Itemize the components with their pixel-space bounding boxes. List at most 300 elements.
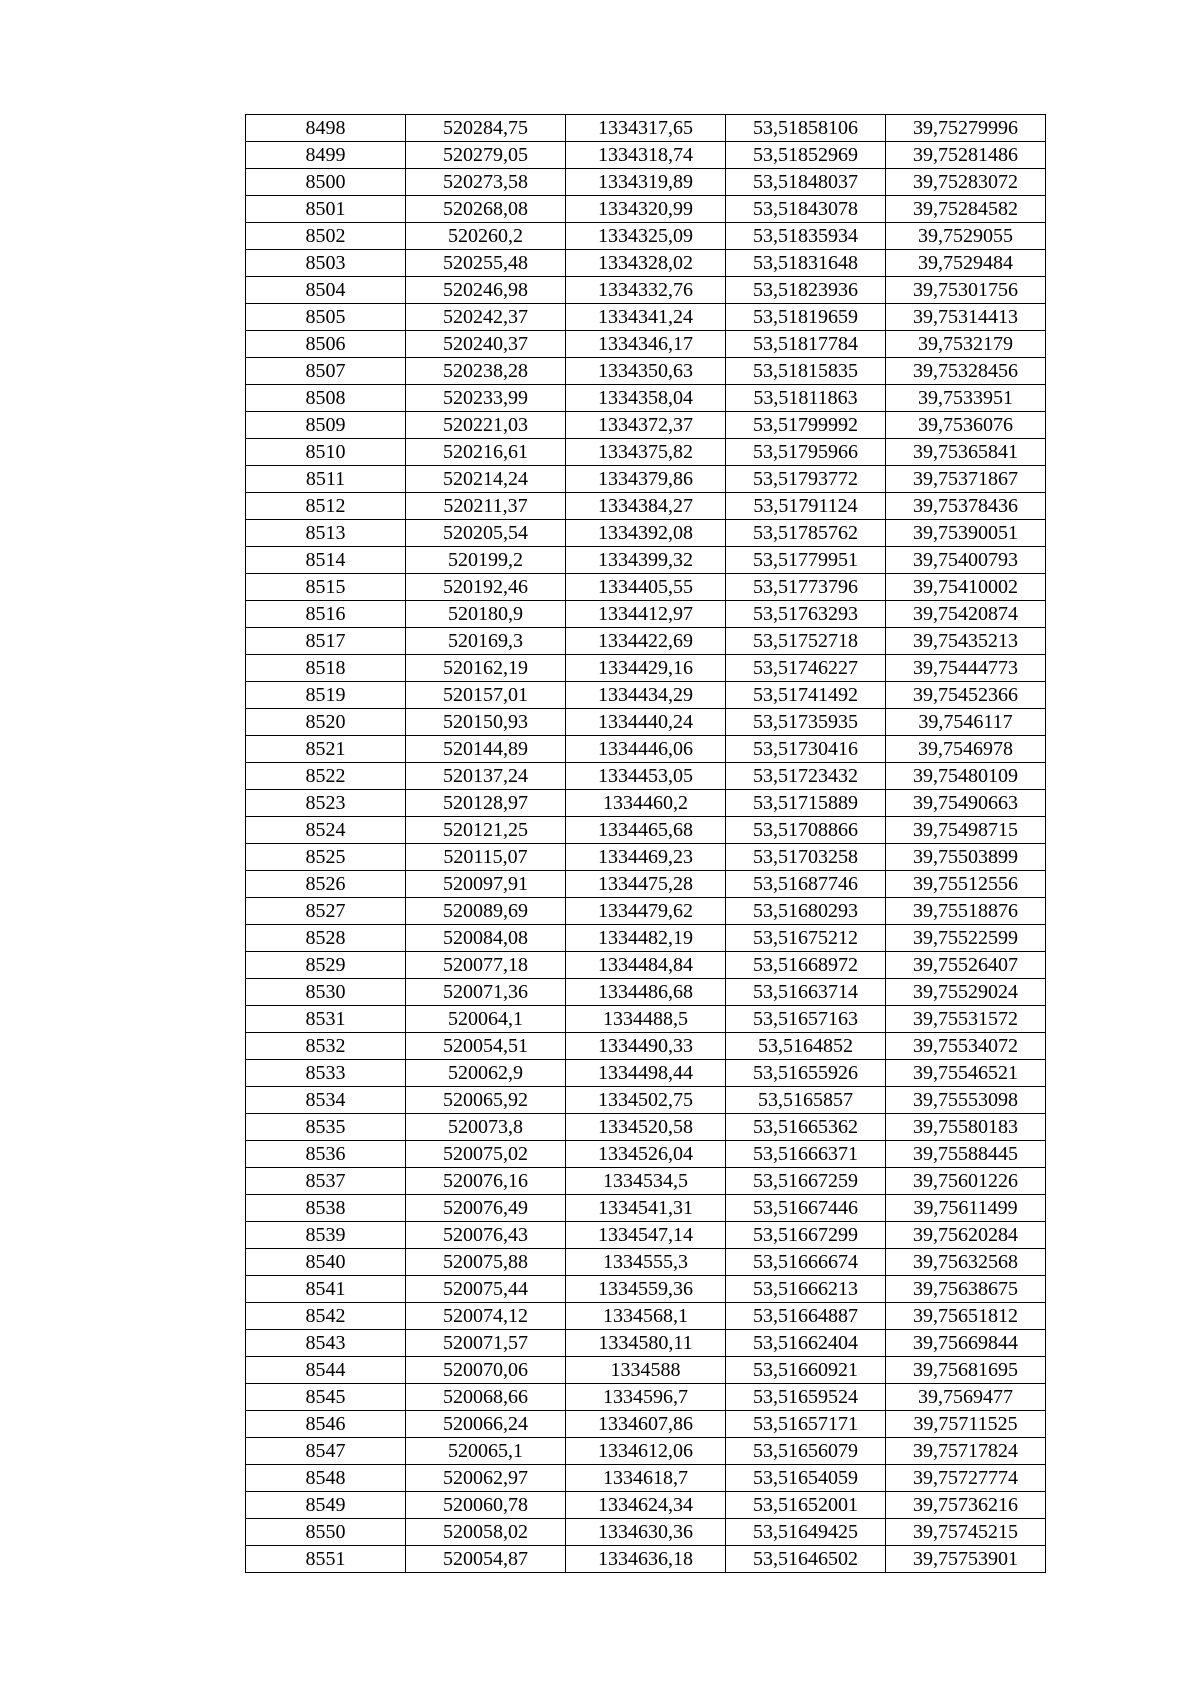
point-number-cell: 8545 bbox=[246, 1384, 406, 1411]
y-coordinate-cell: 1334429,16 bbox=[566, 655, 726, 682]
table-row bbox=[246, 1519, 1046, 1546]
longitude-cell: 39,7546117 bbox=[886, 709, 1046, 736]
latitude-cell: 53,51746227 bbox=[726, 655, 886, 682]
point-number-cell: 8550 bbox=[246, 1519, 406, 1546]
point-number-cell: 8500 bbox=[246, 169, 406, 196]
x-coordinate-cell: 520216,61 bbox=[406, 439, 566, 466]
x-coordinate-cell: 520238,28 bbox=[406, 358, 566, 385]
longitude-cell: 39,75711525 bbox=[886, 1411, 1046, 1438]
table-row bbox=[246, 466, 1046, 493]
point-number-cell: 8521 bbox=[246, 736, 406, 763]
point-number-cell: 8541 bbox=[246, 1276, 406, 1303]
latitude-cell: 53,51668972 bbox=[726, 952, 886, 979]
point-number-cell: 8525 bbox=[246, 844, 406, 871]
coordinates-table bbox=[245, 114, 1046, 1573]
latitude-cell: 53,5165857 bbox=[726, 1087, 886, 1114]
x-coordinate-cell: 520221,03 bbox=[406, 412, 566, 439]
x-coordinate-cell: 520240,37 bbox=[406, 331, 566, 358]
y-coordinate-cell: 1334440,24 bbox=[566, 709, 726, 736]
table-row bbox=[246, 385, 1046, 412]
y-coordinate-cell: 1334372,37 bbox=[566, 412, 726, 439]
latitude-cell: 53,51663714 bbox=[726, 979, 886, 1006]
table-row bbox=[246, 655, 1046, 682]
y-coordinate-cell: 1334490,33 bbox=[566, 1033, 726, 1060]
y-coordinate-cell: 1334399,32 bbox=[566, 547, 726, 574]
x-coordinate-cell: 520075,44 bbox=[406, 1276, 566, 1303]
table-row bbox=[246, 250, 1046, 277]
x-coordinate-cell: 520097,91 bbox=[406, 871, 566, 898]
latitude-cell: 53,51656079 bbox=[726, 1438, 886, 1465]
table-row bbox=[246, 223, 1046, 250]
table-row bbox=[246, 952, 1046, 979]
table-row bbox=[246, 1465, 1046, 1492]
y-coordinate-cell: 1334541,31 bbox=[566, 1195, 726, 1222]
x-coordinate-cell: 520075,88 bbox=[406, 1249, 566, 1276]
y-coordinate-cell: 1334465,68 bbox=[566, 817, 726, 844]
point-number-cell: 8549 bbox=[246, 1492, 406, 1519]
point-number-cell: 8527 bbox=[246, 898, 406, 925]
latitude-cell: 53,51735935 bbox=[726, 709, 886, 736]
x-coordinate-cell: 520233,99 bbox=[406, 385, 566, 412]
y-coordinate-cell: 1334607,86 bbox=[566, 1411, 726, 1438]
point-number-cell: 8511 bbox=[246, 466, 406, 493]
longitude-cell: 39,75717824 bbox=[886, 1438, 1046, 1465]
latitude-cell: 53,51741492 bbox=[726, 682, 886, 709]
point-number-cell: 8534 bbox=[246, 1087, 406, 1114]
latitude-cell: 53,51666213 bbox=[726, 1276, 886, 1303]
x-coordinate-cell: 520199,2 bbox=[406, 547, 566, 574]
x-coordinate-cell: 520128,97 bbox=[406, 790, 566, 817]
longitude-cell: 39,75534072 bbox=[886, 1033, 1046, 1060]
x-coordinate-cell: 520071,36 bbox=[406, 979, 566, 1006]
table-row bbox=[246, 1384, 1046, 1411]
x-coordinate-cell: 520066,24 bbox=[406, 1411, 566, 1438]
table-row bbox=[246, 709, 1046, 736]
table-row bbox=[246, 277, 1046, 304]
point-number-cell: 8514 bbox=[246, 547, 406, 574]
latitude-cell: 53,51708866 bbox=[726, 817, 886, 844]
x-coordinate-cell: 520242,37 bbox=[406, 304, 566, 331]
longitude-cell: 39,7533951 bbox=[886, 385, 1046, 412]
latitude-cell: 53,51666371 bbox=[726, 1141, 886, 1168]
y-coordinate-cell: 1334434,29 bbox=[566, 682, 726, 709]
latitude-cell: 53,51779951 bbox=[726, 547, 886, 574]
y-coordinate-cell: 1334422,69 bbox=[566, 628, 726, 655]
latitude-cell: 53,51657171 bbox=[726, 1411, 886, 1438]
y-coordinate-cell: 1334328,02 bbox=[566, 250, 726, 277]
point-number-cell: 8523 bbox=[246, 790, 406, 817]
y-coordinate-cell: 1334618,7 bbox=[566, 1465, 726, 1492]
point-number-cell: 8535 bbox=[246, 1114, 406, 1141]
longitude-cell: 39,7536076 bbox=[886, 412, 1046, 439]
longitude-cell: 39,75526407 bbox=[886, 952, 1046, 979]
longitude-cell: 39,75727774 bbox=[886, 1465, 1046, 1492]
table-row bbox=[246, 1546, 1046, 1573]
table-row bbox=[246, 1303, 1046, 1330]
point-number-cell: 8540 bbox=[246, 1249, 406, 1276]
x-coordinate-cell: 520054,87 bbox=[406, 1546, 566, 1573]
point-number-cell: 8537 bbox=[246, 1168, 406, 1195]
longitude-cell: 39,75611499 bbox=[886, 1195, 1046, 1222]
longitude-cell: 39,75522599 bbox=[886, 925, 1046, 952]
point-number-cell: 8506 bbox=[246, 331, 406, 358]
latitude-cell: 53,51652001 bbox=[726, 1492, 886, 1519]
table-row bbox=[246, 196, 1046, 223]
point-number-cell: 8503 bbox=[246, 250, 406, 277]
y-coordinate-cell: 1334580,11 bbox=[566, 1330, 726, 1357]
point-number-cell: 8543 bbox=[246, 1330, 406, 1357]
y-coordinate-cell: 1334555,3 bbox=[566, 1249, 726, 1276]
x-coordinate-cell: 520192,46 bbox=[406, 574, 566, 601]
latitude-cell: 53,51703258 bbox=[726, 844, 886, 871]
table-row bbox=[246, 142, 1046, 169]
y-coordinate-cell: 1334332,76 bbox=[566, 277, 726, 304]
latitude-cell: 53,51667446 bbox=[726, 1195, 886, 1222]
table-row bbox=[246, 115, 1046, 142]
longitude-cell: 39,75281486 bbox=[886, 142, 1046, 169]
x-coordinate-cell: 520089,69 bbox=[406, 898, 566, 925]
longitude-cell: 39,75638675 bbox=[886, 1276, 1046, 1303]
longitude-cell: 39,75420874 bbox=[886, 601, 1046, 628]
table-row bbox=[246, 1087, 1046, 1114]
longitude-cell: 39,75669844 bbox=[886, 1330, 1046, 1357]
latitude-cell: 53,51831648 bbox=[726, 250, 886, 277]
y-coordinate-cell: 1334405,55 bbox=[566, 574, 726, 601]
y-coordinate-cell: 1334588 bbox=[566, 1357, 726, 1384]
point-number-cell: 8502 bbox=[246, 223, 406, 250]
table-row bbox=[246, 790, 1046, 817]
point-number-cell: 8536 bbox=[246, 1141, 406, 1168]
longitude-cell: 39,75314413 bbox=[886, 304, 1046, 331]
longitude-cell: 39,75480109 bbox=[886, 763, 1046, 790]
latitude-cell: 53,51848037 bbox=[726, 169, 886, 196]
table-row bbox=[246, 1006, 1046, 1033]
longitude-cell: 39,75452366 bbox=[886, 682, 1046, 709]
latitude-cell: 53,51665362 bbox=[726, 1114, 886, 1141]
x-coordinate-cell: 520076,16 bbox=[406, 1168, 566, 1195]
y-coordinate-cell: 1334350,63 bbox=[566, 358, 726, 385]
point-number-cell: 8515 bbox=[246, 574, 406, 601]
table-row bbox=[246, 817, 1046, 844]
longitude-cell: 39,75546521 bbox=[886, 1060, 1046, 1087]
table-row bbox=[246, 1168, 1046, 1195]
x-coordinate-cell: 520058,02 bbox=[406, 1519, 566, 1546]
y-coordinate-cell: 1334479,62 bbox=[566, 898, 726, 925]
longitude-cell: 39,75279996 bbox=[886, 115, 1046, 142]
longitude-cell: 39,75400793 bbox=[886, 547, 1046, 574]
table-row bbox=[246, 1060, 1046, 1087]
x-coordinate-cell: 520060,78 bbox=[406, 1492, 566, 1519]
point-number-cell: 8509 bbox=[246, 412, 406, 439]
latitude-cell: 53,51752718 bbox=[726, 628, 886, 655]
longitude-cell: 39,75632568 bbox=[886, 1249, 1046, 1276]
point-number-cell: 8505 bbox=[246, 304, 406, 331]
table-row bbox=[246, 601, 1046, 628]
x-coordinate-cell: 520144,89 bbox=[406, 736, 566, 763]
table-row bbox=[246, 628, 1046, 655]
longitude-cell: 39,75390051 bbox=[886, 520, 1046, 547]
point-number-cell: 8499 bbox=[246, 142, 406, 169]
longitude-cell: 39,75365841 bbox=[886, 439, 1046, 466]
y-coordinate-cell: 1334484,84 bbox=[566, 952, 726, 979]
y-coordinate-cell: 1334502,75 bbox=[566, 1087, 726, 1114]
y-coordinate-cell: 1334446,06 bbox=[566, 736, 726, 763]
longitude-cell: 39,7529484 bbox=[886, 250, 1046, 277]
table-row bbox=[246, 1330, 1046, 1357]
y-coordinate-cell: 1334488,5 bbox=[566, 1006, 726, 1033]
longitude-cell: 39,75745215 bbox=[886, 1519, 1046, 1546]
table-row bbox=[246, 169, 1046, 196]
point-number-cell: 8524 bbox=[246, 817, 406, 844]
longitude-cell: 39,7569477 bbox=[886, 1384, 1046, 1411]
point-number-cell: 8501 bbox=[246, 196, 406, 223]
x-coordinate-cell: 520273,58 bbox=[406, 169, 566, 196]
table-row bbox=[246, 493, 1046, 520]
y-coordinate-cell: 1334320,99 bbox=[566, 196, 726, 223]
table-row bbox=[246, 844, 1046, 871]
longitude-cell: 39,75553098 bbox=[886, 1087, 1046, 1114]
coordinates-table-body bbox=[246, 115, 1046, 1573]
latitude-cell: 53,51730416 bbox=[726, 736, 886, 763]
latitude-cell: 53,51687746 bbox=[726, 871, 886, 898]
latitude-cell: 53,51791124 bbox=[726, 493, 886, 520]
table-row bbox=[246, 1492, 1046, 1519]
longitude-cell: 39,75328456 bbox=[886, 358, 1046, 385]
y-coordinate-cell: 1334498,44 bbox=[566, 1060, 726, 1087]
latitude-cell: 53,51799992 bbox=[726, 412, 886, 439]
longitude-cell: 39,75588445 bbox=[886, 1141, 1046, 1168]
latitude-cell: 53,51667299 bbox=[726, 1222, 886, 1249]
y-coordinate-cell: 1334526,04 bbox=[566, 1141, 726, 1168]
longitude-cell: 39,7546978 bbox=[886, 736, 1046, 763]
x-coordinate-cell: 520077,18 bbox=[406, 952, 566, 979]
longitude-cell: 39,75601226 bbox=[886, 1168, 1046, 1195]
point-number-cell: 8507 bbox=[246, 358, 406, 385]
latitude-cell: 53,51662404 bbox=[726, 1330, 886, 1357]
longitude-cell: 39,75651812 bbox=[886, 1303, 1046, 1330]
longitude-cell: 39,75490663 bbox=[886, 790, 1046, 817]
table-row bbox=[246, 979, 1046, 1006]
latitude-cell: 53,51646502 bbox=[726, 1546, 886, 1573]
table-row bbox=[246, 1276, 1046, 1303]
longitude-cell: 39,75371867 bbox=[886, 466, 1046, 493]
x-coordinate-cell: 520268,08 bbox=[406, 196, 566, 223]
longitude-cell: 39,75503899 bbox=[886, 844, 1046, 871]
x-coordinate-cell: 520157,01 bbox=[406, 682, 566, 709]
point-number-cell: 8512 bbox=[246, 493, 406, 520]
latitude-cell: 53,51835934 bbox=[726, 223, 886, 250]
x-coordinate-cell: 520073,8 bbox=[406, 1114, 566, 1141]
x-coordinate-cell: 520076,49 bbox=[406, 1195, 566, 1222]
point-number-cell: 8518 bbox=[246, 655, 406, 682]
x-coordinate-cell: 520065,92 bbox=[406, 1087, 566, 1114]
y-coordinate-cell: 1334460,2 bbox=[566, 790, 726, 817]
latitude-cell: 53,51723432 bbox=[726, 763, 886, 790]
x-coordinate-cell: 520255,48 bbox=[406, 250, 566, 277]
y-coordinate-cell: 1334486,68 bbox=[566, 979, 726, 1006]
latitude-cell: 53,51793772 bbox=[726, 466, 886, 493]
table-row bbox=[246, 439, 1046, 466]
point-number-cell: 8539 bbox=[246, 1222, 406, 1249]
longitude-cell: 39,75444773 bbox=[886, 655, 1046, 682]
latitude-cell: 53,51763293 bbox=[726, 601, 886, 628]
latitude-cell: 53,51655926 bbox=[726, 1060, 886, 1087]
x-coordinate-cell: 520121,25 bbox=[406, 817, 566, 844]
point-number-cell: 8531 bbox=[246, 1006, 406, 1033]
table-row bbox=[246, 412, 1046, 439]
point-number-cell: 8517 bbox=[246, 628, 406, 655]
x-coordinate-cell: 520214,24 bbox=[406, 466, 566, 493]
latitude-cell: 53,51667259 bbox=[726, 1168, 886, 1195]
y-coordinate-cell: 1334317,65 bbox=[566, 115, 726, 142]
x-coordinate-cell: 520205,54 bbox=[406, 520, 566, 547]
y-coordinate-cell: 1334534,5 bbox=[566, 1168, 726, 1195]
y-coordinate-cell: 1334412,97 bbox=[566, 601, 726, 628]
y-coordinate-cell: 1334384,27 bbox=[566, 493, 726, 520]
point-number-cell: 8532 bbox=[246, 1033, 406, 1060]
latitude-cell: 53,51654059 bbox=[726, 1465, 886, 1492]
table-row bbox=[246, 1249, 1046, 1276]
longitude-cell: 39,75736216 bbox=[886, 1492, 1046, 1519]
point-number-cell: 8510 bbox=[246, 439, 406, 466]
y-coordinate-cell: 1334596,7 bbox=[566, 1384, 726, 1411]
latitude-cell: 53,51715889 bbox=[726, 790, 886, 817]
longitude-cell: 39,75518876 bbox=[886, 898, 1046, 925]
point-number-cell: 8538 bbox=[246, 1195, 406, 1222]
table-row bbox=[246, 925, 1046, 952]
table-row bbox=[246, 1357, 1046, 1384]
table-row bbox=[246, 574, 1046, 601]
table-row bbox=[246, 1438, 1046, 1465]
point-number-cell: 8516 bbox=[246, 601, 406, 628]
point-number-cell: 8522 bbox=[246, 763, 406, 790]
y-coordinate-cell: 1334346,17 bbox=[566, 331, 726, 358]
x-coordinate-cell: 520150,93 bbox=[406, 709, 566, 736]
latitude-cell: 53,51649425 bbox=[726, 1519, 886, 1546]
table-row bbox=[246, 304, 1046, 331]
x-coordinate-cell: 520162,19 bbox=[406, 655, 566, 682]
longitude-cell: 39,75435213 bbox=[886, 628, 1046, 655]
longitude-cell: 39,75512556 bbox=[886, 871, 1046, 898]
point-number-cell: 8551 bbox=[246, 1546, 406, 1573]
longitude-cell: 39,75498715 bbox=[886, 817, 1046, 844]
latitude-cell: 53,51666674 bbox=[726, 1249, 886, 1276]
y-coordinate-cell: 1334475,28 bbox=[566, 871, 726, 898]
longitude-cell: 39,75529024 bbox=[886, 979, 1046, 1006]
latitude-cell: 53,5164852 bbox=[726, 1033, 886, 1060]
table-row bbox=[246, 898, 1046, 925]
point-number-cell: 8513 bbox=[246, 520, 406, 547]
point-number-cell: 8542 bbox=[246, 1303, 406, 1330]
longitude-cell: 39,75283072 bbox=[886, 169, 1046, 196]
point-number-cell: 8498 bbox=[246, 115, 406, 142]
latitude-cell: 53,51858106 bbox=[726, 115, 886, 142]
longitude-cell: 39,75681695 bbox=[886, 1357, 1046, 1384]
latitude-cell: 53,51852969 bbox=[726, 142, 886, 169]
x-coordinate-cell: 520211,37 bbox=[406, 493, 566, 520]
y-coordinate-cell: 1334636,18 bbox=[566, 1546, 726, 1573]
x-coordinate-cell: 520284,75 bbox=[406, 115, 566, 142]
x-coordinate-cell: 520068,66 bbox=[406, 1384, 566, 1411]
latitude-cell: 53,51675212 bbox=[726, 925, 886, 952]
x-coordinate-cell: 520064,1 bbox=[406, 1006, 566, 1033]
y-coordinate-cell: 1334379,86 bbox=[566, 466, 726, 493]
table-row bbox=[246, 1141, 1046, 1168]
y-coordinate-cell: 1334547,14 bbox=[566, 1222, 726, 1249]
table-row bbox=[246, 1195, 1046, 1222]
point-number-cell: 8520 bbox=[246, 709, 406, 736]
x-coordinate-cell: 520070,06 bbox=[406, 1357, 566, 1384]
table-row bbox=[246, 871, 1046, 898]
x-coordinate-cell: 520115,07 bbox=[406, 844, 566, 871]
longitude-cell: 39,75410002 bbox=[886, 574, 1046, 601]
x-coordinate-cell: 520084,08 bbox=[406, 925, 566, 952]
y-coordinate-cell: 1334453,05 bbox=[566, 763, 726, 790]
latitude-cell: 53,51843078 bbox=[726, 196, 886, 223]
latitude-cell: 53,51785762 bbox=[726, 520, 886, 547]
y-coordinate-cell: 1334559,36 bbox=[566, 1276, 726, 1303]
x-coordinate-cell: 520260,2 bbox=[406, 223, 566, 250]
point-number-cell: 8519 bbox=[246, 682, 406, 709]
longitude-cell: 39,75580183 bbox=[886, 1114, 1046, 1141]
x-coordinate-cell: 520075,02 bbox=[406, 1141, 566, 1168]
x-coordinate-cell: 520279,05 bbox=[406, 142, 566, 169]
table-row bbox=[246, 736, 1046, 763]
point-number-cell: 8548 bbox=[246, 1465, 406, 1492]
latitude-cell: 53,51664887 bbox=[726, 1303, 886, 1330]
point-number-cell: 8528 bbox=[246, 925, 406, 952]
table-row bbox=[246, 547, 1046, 574]
table-row bbox=[246, 763, 1046, 790]
y-coordinate-cell: 1334325,09 bbox=[566, 223, 726, 250]
longitude-cell: 39,75301756 bbox=[886, 277, 1046, 304]
x-coordinate-cell: 520246,98 bbox=[406, 277, 566, 304]
longitude-cell: 39,75531572 bbox=[886, 1006, 1046, 1033]
y-coordinate-cell: 1334341,24 bbox=[566, 304, 726, 331]
longitude-cell: 39,75378436 bbox=[886, 493, 1046, 520]
table-row bbox=[246, 1222, 1046, 1249]
latitude-cell: 53,51819659 bbox=[726, 304, 886, 331]
latitude-cell: 53,51680293 bbox=[726, 898, 886, 925]
y-coordinate-cell: 1334469,23 bbox=[566, 844, 726, 871]
table-row bbox=[246, 358, 1046, 385]
longitude-cell: 39,75753901 bbox=[886, 1546, 1046, 1573]
y-coordinate-cell: 1334482,19 bbox=[566, 925, 726, 952]
latitude-cell: 53,51657163 bbox=[726, 1006, 886, 1033]
latitude-cell: 53,51811863 bbox=[726, 385, 886, 412]
point-number-cell: 8504 bbox=[246, 277, 406, 304]
table-row bbox=[246, 1114, 1046, 1141]
y-coordinate-cell: 1334358,04 bbox=[566, 385, 726, 412]
point-number-cell: 8533 bbox=[246, 1060, 406, 1087]
latitude-cell: 53,51815835 bbox=[726, 358, 886, 385]
latitude-cell: 53,51795966 bbox=[726, 439, 886, 466]
x-coordinate-cell: 520074,12 bbox=[406, 1303, 566, 1330]
latitude-cell: 53,51823936 bbox=[726, 277, 886, 304]
x-coordinate-cell: 520054,51 bbox=[406, 1033, 566, 1060]
longitude-cell: 39,75620284 bbox=[886, 1222, 1046, 1249]
latitude-cell: 53,51773796 bbox=[726, 574, 886, 601]
table-row bbox=[246, 1411, 1046, 1438]
longitude-cell: 39,7532179 bbox=[886, 331, 1046, 358]
point-number-cell: 8508 bbox=[246, 385, 406, 412]
latitude-cell: 53,51659524 bbox=[726, 1384, 886, 1411]
table-row bbox=[246, 520, 1046, 547]
y-coordinate-cell: 1334318,74 bbox=[566, 142, 726, 169]
table-row bbox=[246, 1033, 1046, 1060]
y-coordinate-cell: 1334375,82 bbox=[566, 439, 726, 466]
y-coordinate-cell: 1334624,34 bbox=[566, 1492, 726, 1519]
